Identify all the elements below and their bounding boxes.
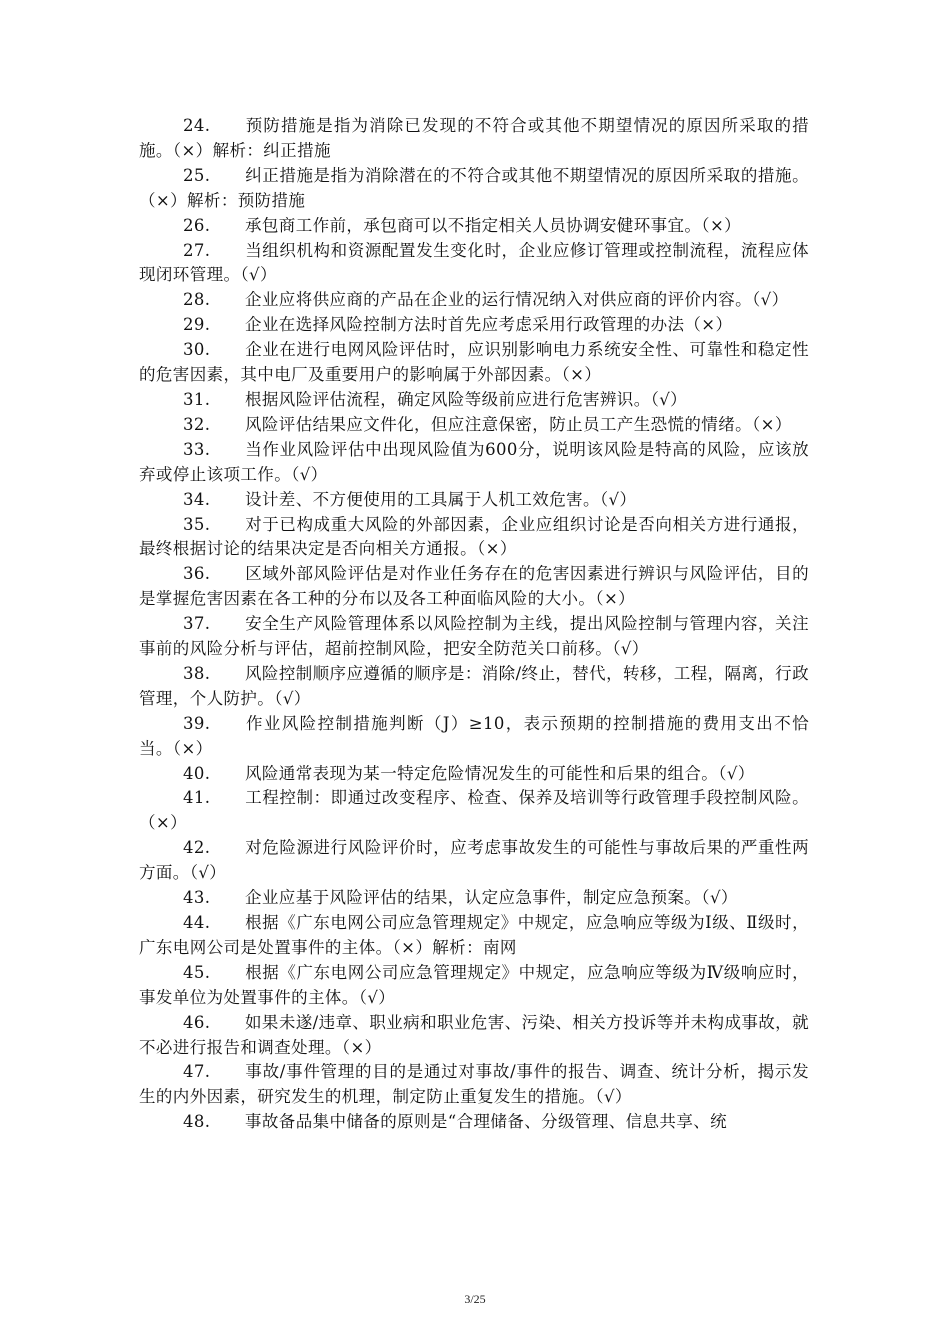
item-text: 风险评估结果应文件化，但应注意保密，防止员工产生恐慌的情绪。（×） [245,414,792,434]
item-number: 33. [183,439,211,459]
item-text: 事故备品集中储备的原则是“合理储备、分级管理、信息共享、统 [245,1112,728,1132]
item-number: 26. [183,215,211,235]
list-item [139,438,809,488]
item-number: 29. [183,315,211,335]
page-number: 3/25 [464,1292,486,1306]
item-number: 42. [183,838,211,858]
list-item [139,786,809,836]
list-item [139,488,809,513]
item-number: 47. [183,1062,211,1082]
item-text: 根据《广东电网公司应急管理规定》中规定，应急响应等级为Ⅰ级、Ⅱ级时，广东电网公司是处置事件的主体。（×）解析：南网 [139,913,809,957]
item-text: 根据《广东电网公司应急管理规定》中规定，应急响应等级为Ⅳ级响应时，事发单位为处置事件的主体。（√） [139,962,809,1007]
list-item [139,762,809,787]
list-item [139,1110,809,1135]
item-number: 36. [183,564,211,584]
item-text: 当组织机构和资源配置发生变化时，企业应修订管理或控制流程，流程应体现闭环管理。（√） [139,240,809,285]
item-number: 37. [183,614,211,634]
item-text: 企业应将供应商的产品在企业的运行情况纳入对供应商的评价内容。（√） [245,290,789,310]
list-item [139,114,809,164]
item-number: 35. [183,514,211,534]
item-number: 40. [183,763,211,783]
item-text: 承包商工作前，承包商可以不指定相关人员协调安健环事宜。（×） [245,215,742,235]
list-item [139,961,809,1011]
item-text: 对危险源进行风险评价时，应考虑事故发生的可能性与事故后果的严重性两方面。（√） [139,838,809,883]
list-item [139,313,809,338]
item-number: 41. [183,788,211,808]
item-number: 44. [183,913,211,932]
item-number: 31. [183,389,211,409]
item-number: 48. [183,1112,211,1132]
list-item [139,1011,809,1061]
list-item [139,911,809,961]
list-item [139,413,809,438]
item-text: 作业风险控制措施判断（J）≥10，表示预期的控制措施的费用支出不恰当。（×） [139,713,809,758]
item-text: 风险通常表现为某一特定危险情况发生的可能性和后果的组合。（√） [245,763,755,783]
list-item [139,886,809,911]
item-number: 39. [183,713,211,733]
list-item [139,513,809,563]
item-text: 纠正措施是指为消除潜在的不符合或其他不期望情况的原因所采取的措施。（×）解析：预防措施 [139,165,809,210]
item-number: 24. [183,116,211,135]
list-item [139,612,809,662]
item-text: 事故/事件管理的目的是通过对事故/事件的报告、调查、统计分析，揭示发生的内外因素，研究发生的机理，制定防止重复发生的措施。（√） [139,1062,809,1107]
list-item [139,388,809,413]
item-text: 预防措施是指为消除已发现的不符合或其他不期望情况的原因所采取的措施。（×）解析：纠正措施 [139,116,809,160]
item-number: 46. [183,1012,211,1032]
list-item [139,164,809,214]
list-item [139,836,809,886]
item-number: 38. [183,663,211,683]
item-number: 43. [183,888,211,908]
item-number: 28. [183,290,211,310]
item-text: 根据风险评估流程，确定风险等级前应进行危害辨识。（√） [245,389,688,409]
list-item [139,712,809,762]
list-item [139,662,809,712]
item-number: 32. [183,414,211,434]
item-text: 对于已构成重大风险的外部因素，企业应组织讨论是否向相关方进行通报，最终根据讨论的结果决定是否向相关方通报。（×） [139,514,809,559]
item-text: 安全生产风险管理体系以风险控制为主线，提出风险控制与管理内容，关注事前的风险分析与评估，超前控制风险，把安全防范关口前移。（√） [139,614,809,659]
item-number: 27. [183,240,211,260]
item-text: 企业在进行电网风险评估时，应识别影响电力系统安全性、可靠性和稳定性的危害因素，其中电厂及重要用户的影响属于外部因素。（×） [139,340,809,385]
item-text: 如果未遂/违章、职业病和职业危害、污染、相关方投诉等并未构成事故，就不必进行报告和调查处理。（×） [139,1012,809,1057]
item-text: 区域外部风险评估是对作业任务存在的危害因素进行辨识与风险评估，目的是掌握危害因素在各工种的分布以及各工种面临风险的大小。（×） [139,564,809,609]
item-number: 30. [183,340,211,360]
list-item [139,1060,809,1110]
item-number: 25. [183,165,211,185]
item-text: 企业在选择风险控制方法时首先应考虑采用行政管理的办法（×） [245,315,733,335]
list-item [139,214,809,239]
list-item [139,562,809,612]
item-text: 设计差、不方便使用的工具属于人机工效危害。（√） [245,489,637,509]
list-item [139,338,809,388]
item-text: 当作业风险评估中出现风险值为600分，说明该风险是特高的风险，应该放弃或停止该项工作。（√） [139,439,809,484]
item-number: 34. [183,489,211,509]
item-text: 风险控制顺序应遵循的顺序是：消除/终止，替代，转移，工程，隔离，行政管理，个人防护。（√） [139,663,809,708]
item-number: 45. [183,962,211,982]
question-list [139,114,809,1135]
item-text: 工程控制：即通过改变程序、检查、保养及培训等行政管理手段控制风险。（×） [139,788,809,833]
list-item [139,288,809,313]
item-text: 企业应基于风险评估的结果，认定应急事件，制定应急预案。（√） [245,888,738,908]
list-item [139,239,809,289]
